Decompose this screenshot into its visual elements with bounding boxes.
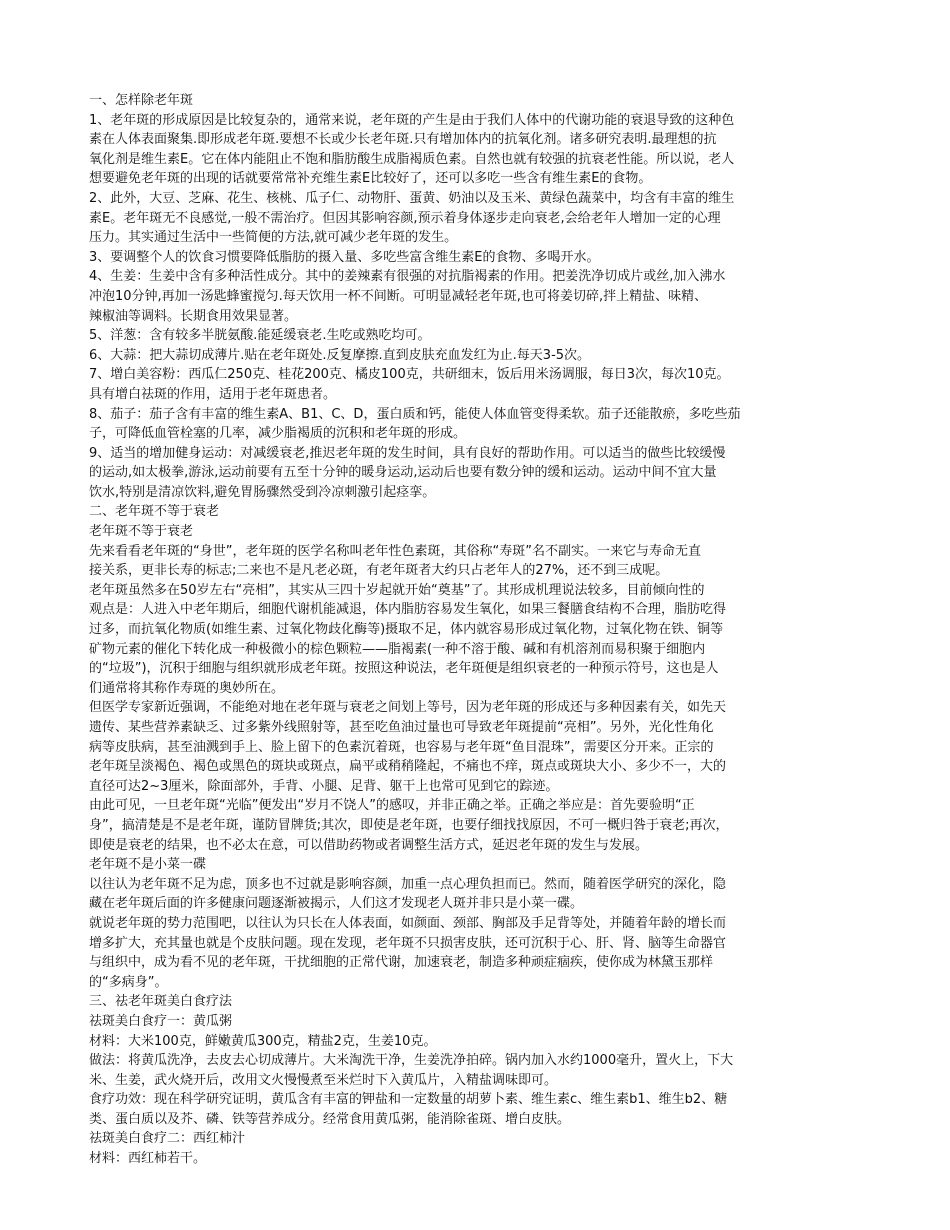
text-line: 病等皮肤病，甚至油溅到手上、脸上留下的色素沉着斑，也容易与老年斑“鱼目混珠”，需要区分开来。正宗的 [89, 739, 714, 755]
text-line: 类、蛋白质以及芥、磷、铁等营养成分。经常食用黄瓜粥，能消除雀斑、增白皮肤。 [89, 1111, 571, 1127]
text-line: 观点是：人进入中老年期后，细胞代谢机能减退，体内脂肪容易发生氧化，如果三餐膳食结构不合理，脂肪吃得 [89, 602, 727, 618]
text-line: 即使是衰老的结果，也不必太在意，可以借助药物或者调整生活方式，延迟老年斑的发生与发展。 [89, 837, 649, 853]
text-line: 三、祛老年斑美白食疗法 [89, 994, 233, 1010]
text-line: 的运动,如太极拳,游泳,运动前要有五至十分钟的暖身运动,运动后也要有数分钟的缓和运动。运动中间不宜大量 [89, 465, 717, 481]
text-line: 素在人体表面聚集.即形成老年斑.要想不长或少长老年斑.只有增加体内的抗氧化剂。诸多研究表明.最理想的抗 [89, 132, 717, 148]
text-line: 素E。老年斑无不良感觉,一般不需治疗。但因其影响容颜,预示着身体逐步走向衰老,会给老年人增加一定的心理 [89, 210, 721, 226]
text-line: 们通常将其称作寿斑的奥妙所在。 [89, 680, 285, 696]
text-line: 7、增白美容粉：西瓜仁250克、桂花200克、橘皮100克，共研细末，饭后用米汤调服，每日3次，每次10克。 [89, 367, 730, 383]
text-line: 过多，而抗氧化物质(如维生素、过氧化物歧化酶等)摄取不足，体内就容易形成过氧化物，过氧化物在铁、铜等 [89, 622, 724, 638]
text-line: 以往认为老年斑不足为虑，顶多也不过就是影响容颜，加重一点心理负担而已。然而，随着医学研究的深化，隐 [89, 876, 727, 892]
text-line: 做法：将黄瓜洗净，去皮去心切成薄片。大米淘洗干净，生姜洗净拍碎。锅内加入水约1000毫升，置火上，下大 [89, 1053, 734, 1069]
text-line: 9、适当的增加健身运动：对减缓衰老,推迟老年斑的发生时间，具有良好的帮助作用。可以适当的做些比较缓慢 [89, 445, 726, 461]
text-line: 遗传、某些营养素缺乏、过多紫外线照射等，甚至吃鱼油过量也可导致老年斑提前“亮相”。另外，光化性角化 [89, 720, 714, 735]
text-line: 6、大蒜：把大蒜切成薄片.贴在老年斑处.反复摩擦.直到皮肤充血发红为止.每天3-5次。 [89, 347, 591, 363]
text-line: 氧化剂是维生素E。它在体内能阻止不饱和脂肪酸生成脂褐质色素。自然也就有较强的抗衰老性能。所以说，老人 [89, 151, 735, 167]
text-line: 食疗功效：现在科学研究证明，黄瓜含有丰富的钾盐和一定数量的胡萝卜素、维生素c、维生素b1、维生b2、糖 [89, 1092, 728, 1108]
text-line: 饮水,特别是清凉饮料,避免胃肠骤然受到冷凉刺激引起痉挛。 [89, 484, 436, 500]
text-line: 但医学专家新近强调，不能绝对地在老年斑与衰老之间划上等号，因为老年斑的形成还与多种因素有关，如先天 [89, 700, 727, 716]
text-line: 老年斑不等于衰老 [89, 524, 194, 540]
text-line: 5、洋葱：含有较多半胱氨酸.能延缓衰老.生吃或熟吃均可。 [89, 328, 431, 344]
text-line: 老年斑不是小菜一碟 [89, 857, 207, 873]
text-line: 具有增白祛斑的作用，适用于老年斑患者。 [89, 386, 337, 402]
text-line: 的“垃圾”)，沉积于细胞与组织就形成老年斑。按照这种说法，老年斑便是组织衰老的一种预示符号，这也是人 [89, 661, 719, 677]
text-line: 材料：西红柿若干。 [89, 1151, 207, 1167]
text-line: 1、老年斑的形成原因是比较复杂的，通常来说，老年斑的产生是由于我们人体中的代谢功能的衰退导致的这种色 [89, 112, 735, 128]
text-line: 就说老年斑的势力范围吧，以往认为只长在人体表面，如颜面、颈部、胸部及手足背等处，并随着年龄的增长而 [89, 915, 727, 931]
text-line: 老年斑虽然多在50岁左右“亮相”，其实从三四十岁起就开始“奠基”了。其形成机理说法较多，目前倾向性的 [89, 582, 705, 598]
text-line: 2、此外，大豆、芝麻、花生、核桃、瓜子仁、动物肝、蛋黄、奶油以及玉米、黄绿色蔬菜中，均含有丰富的维生 [89, 190, 735, 206]
text-line: 祛斑美白食疗二：西红柿汁 [89, 1131, 246, 1147]
text-line: 材料：大米100克，鲜嫩黄瓜300克，精盐2克，生姜10克。 [89, 1033, 437, 1049]
text-line: 压力。其实通过生活中一些简便的方法,就可减少老年斑的发生。 [89, 230, 458, 246]
text-line: 接关系，更非长寿的标志;二来也不是凡老必斑，有老年斑者大约只占老年人的27%，还不到三成呢。 [89, 563, 669, 579]
text-line: 冲泡10分钟,再加一汤匙蜂蜜搅匀.每天饮用一杯不间断。可明显减轻老年斑,也可将姜切碎,拌上精盐、味精、 [89, 288, 708, 304]
text-line: 与组织中，成为看不见的老年斑，干扰细胞的正常代谢，加速衰老，制造多种顽症痼疾，使你成为林黛玉那样 [89, 955, 714, 971]
text-line: 的“多病身”。 [89, 974, 168, 990]
text-line: 直径可达2~3厘米，除面部外，手背、小腿、足背、躯干上也常可见到它的踪迹。 [89, 778, 559, 794]
text-line: 祛斑美白食疗一：黄瓜粥 [89, 1013, 233, 1029]
text-line: 增多扩大，充其量也就是个皮肤问题。现在发现，老年斑不只损害皮肤，还可沉积于心、肝、肾、脑等生命器官 [89, 935, 727, 951]
text-line: 3、要调整个人的饮食习惯要降低脂肪的摄入量、多吃些富含维生素E的食物、多喝开水。 [89, 249, 600, 265]
text-line: 老年斑呈淡褐色、褐色或黑色的斑块或斑点，扁平或稍稍隆起，不痛也不痒，斑点或斑块大小、多少不一，大的 [89, 759, 727, 775]
text-line: 8、茄子：茄子含有丰富的维生素A、B1、C、D，蛋白质和钙，能使人体血管变得柔软。茄子还能散瘀，多吃些茄 [89, 406, 741, 422]
text-line: 先来看看老年斑的“身世”，老年斑的医学名称叫老年性色素斑，其俗称“寿斑”名不副实。一来它与寿命无直 [89, 543, 701, 559]
text-line: 由此可见，一旦老年斑“光临”便发出“岁月不饶人”的感叹，并非正确之举。正确之举应是：首先要验明“正 [89, 798, 695, 814]
text-line: 子，可降低血管栓塞的几率，减少脂褐质的沉积和老年斑的形成。 [89, 426, 467, 442]
text-line: 辣椒油等调料。长期食用效果显著。 [89, 308, 298, 324]
text-line: 一、怎样除老年斑 [89, 93, 194, 108]
text-line: 二、老年斑不等于衰老 [89, 504, 220, 520]
text-line: 4、生姜：生姜中含有多种活性成分。其中的姜辣素有很强的对抗脂褐素的作用。把姜洗净切成片或丝,加入沸水 [89, 269, 726, 285]
document-body [89, 91, 874, 1169]
text-line: 矿物元素的催化下转化成一种极微小的棕色颗粒——脂褐素(一种不溶于酸、碱和有机溶剂而易积聚于细胞内 [89, 641, 706, 657]
text-line: 米、生姜，武火烧开后，改用文火慢慢煮至米烂时下入黄瓜片，入精盐调味即可。 [89, 1072, 558, 1088]
text-line: 想要避免老年斑的出现的话就要常常补充维生素E比较好了，还可以多吃一些含有维生素E的食物。 [89, 171, 652, 187]
text-line: 藏在老年斑后面的许多健康问题逐渐被揭示，人们这才发现老人斑并非只是小菜一碟。 [89, 896, 584, 912]
text-line: 身”，搞清楚是不是老年斑，谨防冒牌货;其次，即使是老年斑，也要仔细找找原因，不可一概归咎于衰老;再次， [89, 817, 729, 833]
